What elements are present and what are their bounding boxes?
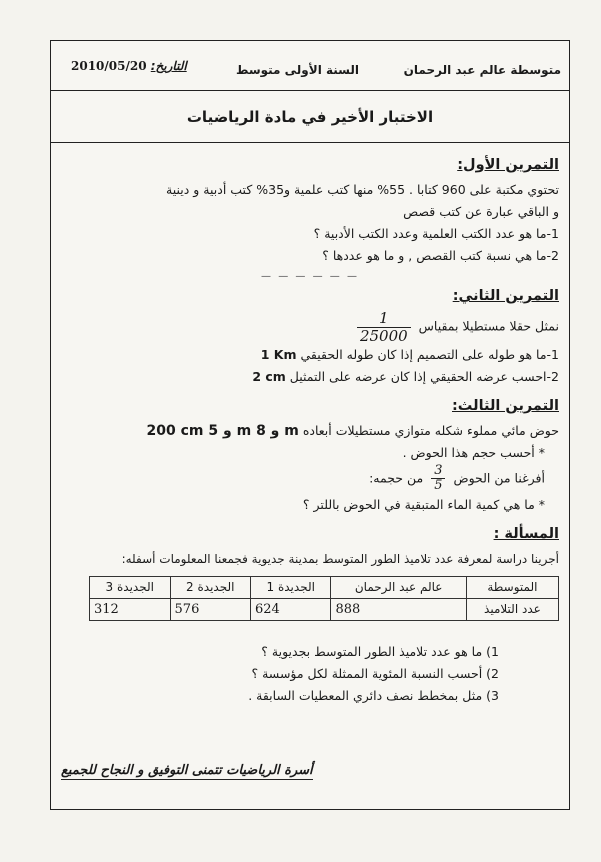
- ex3-l2-text: أفرغنا من الحوض: [453, 470, 545, 486]
- ex3-intro-line: [61, 420, 559, 442]
- table-cell: 624: [251, 598, 331, 620]
- scale-denominator: 25000: [359, 326, 408, 345]
- ex1-title: التمرين الأول:: [457, 157, 559, 173]
- emptied-fraction: [431, 464, 445, 494]
- ex1-line-2: و الباقي عبارة عن كتب قصص: [403, 204, 559, 219]
- table-header-cell: المتوسطة: [466, 576, 558, 598]
- date-value: 2010/05/20: [71, 59, 147, 73]
- table-cell: 312: [90, 598, 171, 620]
- ex1-question-1: 1-ما هو عدد الكتب العلمية وعدد الكتب الأدبية ؟: [313, 226, 559, 241]
- table-header-row: [90, 576, 559, 598]
- table-header-cell: الجديدة 2: [170, 576, 250, 598]
- ex3-line-3: * ما هي كمية الماء المتبقية في الحوض باللتر ؟: [302, 496, 545, 512]
- table-cell: 576: [170, 598, 250, 620]
- fraction-numerator: 3: [431, 464, 445, 479]
- problem-question-1: 1) ما هو عدد تلاميذ الطور المتوسط بجديوية ؟: [261, 643, 499, 659]
- exam-header: [51, 41, 569, 91]
- ex2-q1-value: 1 Km: [260, 347, 297, 362]
- problem-question-3: 3) مثل بمخطط نصف دائري المعطيات السابقة .: [248, 687, 499, 703]
- problem-intro: أجرينا دراسة لمعرفة عدد تلاميذ الطور المتوسط بمدينة جديوية فجمعنا المعلومات أسفله:: [121, 551, 559, 566]
- ex3-dimensions: 200 cm و 5 m و 8 m: [146, 423, 299, 439]
- class-level: السنة الأولى متوسط: [235, 63, 359, 77]
- exam-date: [71, 59, 187, 73]
- table-header-cell: الجديدة 3: [90, 576, 171, 598]
- exam-title: الاختبار الأخير في مادة الرياضيات: [51, 91, 569, 143]
- scale-fraction: [357, 310, 411, 344]
- ex1-line-1: تحتوي مكتبة على 960 كتابا . 55% منها كتب علمية و35% كتب أدبية و دينية: [166, 182, 559, 197]
- fraction-denominator: 5: [434, 478, 443, 494]
- school-name: متوسطة عالم عبد الرحمان: [403, 63, 561, 77]
- table-header-cell: الجديدة 1: [251, 576, 331, 598]
- table-cell: 888: [331, 598, 466, 620]
- date-label: التاريخ:: [150, 59, 187, 73]
- ex3-intro: حوض مائي مملوء شكله متوازي مستطيلات أبعاده: [302, 423, 559, 438]
- problem-title: المسألة :: [493, 525, 559, 542]
- exam-sheet: [50, 40, 570, 810]
- ex3-line-1: * أحسب حجم هذا الحوض .: [402, 445, 545, 460]
- students-table: [89, 576, 559, 621]
- separator: — — — — — —: [261, 271, 359, 282]
- table-row-label: عدد التلاميذ: [466, 598, 558, 620]
- ex2-question-1: [61, 344, 559, 366]
- ex2-title: التمرين الثاني:: [452, 288, 559, 304]
- footer-note: أسرة الرياضيات تتمنى التوفيق و النجاح للجميع: [61, 763, 313, 778]
- exam-content: [61, 153, 559, 707]
- ex2-question-2: [61, 366, 559, 388]
- ex2-q2-value: 2 cm: [252, 369, 286, 384]
- ex3-title: التمرين الثالث:: [452, 398, 559, 414]
- ex3-l2-end: من حجمه:: [369, 470, 424, 486]
- problem-question-2: 2) أحسب النسبة المئوية الممثلة لكل مؤسسة ؟: [251, 665, 499, 681]
- ex1-question-2: 2-ما هي نسبة كتب القصص , و ما هو عددها ؟: [322, 248, 559, 263]
- table-header-cell: عالم عبد الرحمان: [331, 576, 466, 598]
- ex2-intro-line: [61, 310, 559, 344]
- ex2-intro: نمثل حقلا مستطيلا بمقياس: [418, 318, 559, 334]
- ex3-line-2: [61, 464, 545, 494]
- ex2-q2-text: 2-احسب عرضه الحقيقي إذا كان عرضه على التمثيل: [289, 369, 559, 384]
- table-row: [90, 598, 559, 620]
- scale-numerator: 1: [357, 310, 411, 328]
- ex2-q1-text: 1-ما هو طوله على التصميم إذا كان طوله الحقيقي: [300, 347, 559, 362]
